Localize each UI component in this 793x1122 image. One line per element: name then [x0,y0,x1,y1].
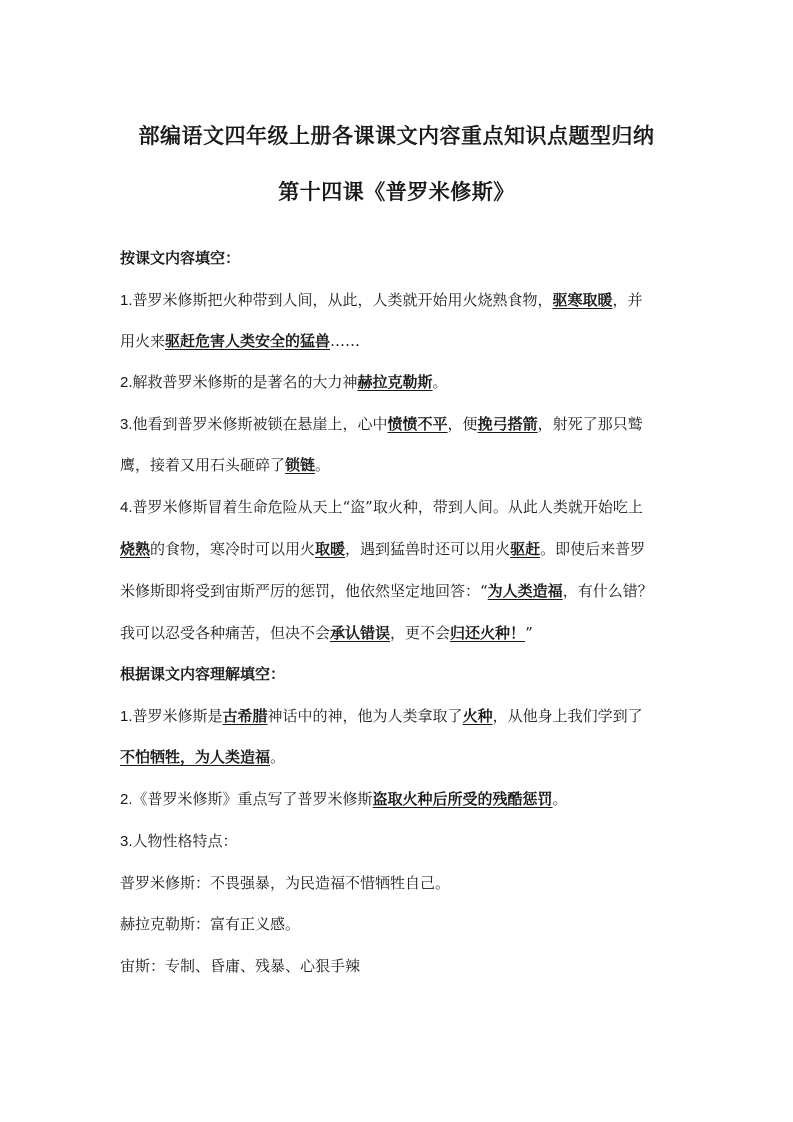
paragraph-s1-q1-line2 [120,330,680,352]
text: ，射死了那只鹫 [537,415,643,433]
trait-prometheus: 普罗米修斯：不畏强暴，为民造福不惜牺牲自己。 [120,874,451,892]
paragraph-s2-q3 [120,830,680,853]
text: 用火来 [120,332,166,350]
item-number: 2. [120,374,133,391]
text: ，从他身上我们学到了 [492,707,643,725]
answer: 承认错误 [330,624,391,642]
text: ，有什么错？ [562,582,653,600]
text: …… [330,332,361,350]
document-title: 部编语文四年级上册各课课文内容重点知识点题型归纳 [138,124,655,148]
item-number: 4. [120,499,133,516]
paragraph-s1-q4-line2 [120,538,680,560]
paragraph-s1-q2 [120,371,680,394]
paragraph-s1-q3-line2 [120,454,680,476]
answer: 古希腊 [222,707,268,725]
text: 。 [552,790,568,808]
section-heading-understanding: 根据课文内容理解填空： [120,665,286,683]
paragraph-s1-q4-line4 [120,622,680,644]
answer: 归还火种！ [450,624,526,642]
text: ，遇到猛兽时还可以用火 [345,540,511,558]
lesson-title: 第十四课《普罗米修斯》 [278,180,515,204]
answer: 驱寒取暖 [552,291,613,309]
answer: 为人类造福 [487,582,563,600]
paragraph-s2-q1-line2 [120,746,680,768]
text: 普罗米修斯是 [132,707,223,725]
paragraph-s1-q4-line1 [120,496,680,519]
item-number: 1. [120,708,133,725]
text: 《普罗米修斯》重点写了普罗米修斯 [132,790,373,808]
text: 。 [432,373,448,391]
item-number: 3. [120,833,133,850]
text: ，并 [612,291,643,309]
answer: 火种 [462,707,493,725]
text: 。 [315,456,331,474]
text: 。即使后来普罗 [540,540,646,558]
answer: 愤愤不平 [387,415,448,433]
paragraph-s2-q2 [120,788,680,811]
paragraph-s1-q3-line1 [120,413,680,436]
answer: 取暖 [315,540,346,558]
text: 米修斯即将受到宙斯严厉的惩罚，他依然坚定地回答：“ [120,582,488,600]
answer: 盗取火种后所受的残酷惩罚 [372,790,553,808]
answer: 驱赶 [510,540,541,558]
answer: 赫拉克勒斯 [357,373,433,391]
text: 鹰，接着又用石头砸碎了 [120,456,286,474]
text: 普罗米修斯冒着生命危险从天上“盗”取火种，带到人间。从此人类就开始吃上 [132,498,643,516]
text: 我可以忍受各种痛苦，但决不会 [120,624,331,642]
trait-zeus: 宙斯：专制、昏庸、残暴、心狠手辣 [120,957,361,975]
item-number: 1. [120,292,133,309]
paragraph-s1-q4-line3 [120,580,680,602]
answer: 不怕牺牲，为人类造福 [120,748,271,766]
text: 他看到普罗米修斯被锁在悬崖上，心中 [132,415,388,433]
section-heading-fill-blanks: 按课文内容填空： [120,249,241,267]
paragraph-s2-q1-line1 [120,705,680,728]
text: 解救普罗米修斯的是著名的大力神 [132,373,358,391]
text: 的食物，寒冷时可以用火 [150,540,316,558]
trait-heracles: 赫拉克勒斯：富有正义感。 [120,915,301,933]
text: 普罗米修斯把火种带到人间，从此，人类就开始用火烧熟食物， [132,291,553,309]
item-number: 3. [120,416,133,433]
item-number: 2. [120,791,133,808]
text: 。 [270,748,286,766]
answer: 挽弓搭箭 [477,415,538,433]
answer: 锁链 [285,456,316,474]
answer: 烧熟 [120,540,151,558]
paragraph-s1-q1-line1 [120,289,680,312]
text: 人物性格特点： [132,832,238,850]
text: 神话中的神，他为人类拿取了 [267,707,463,725]
answer: 驱赶危害人类安全的猛兽 [165,332,331,350]
text: ，更不会 [390,624,451,642]
text: ，便 [447,415,478,433]
text: ” [525,624,533,642]
